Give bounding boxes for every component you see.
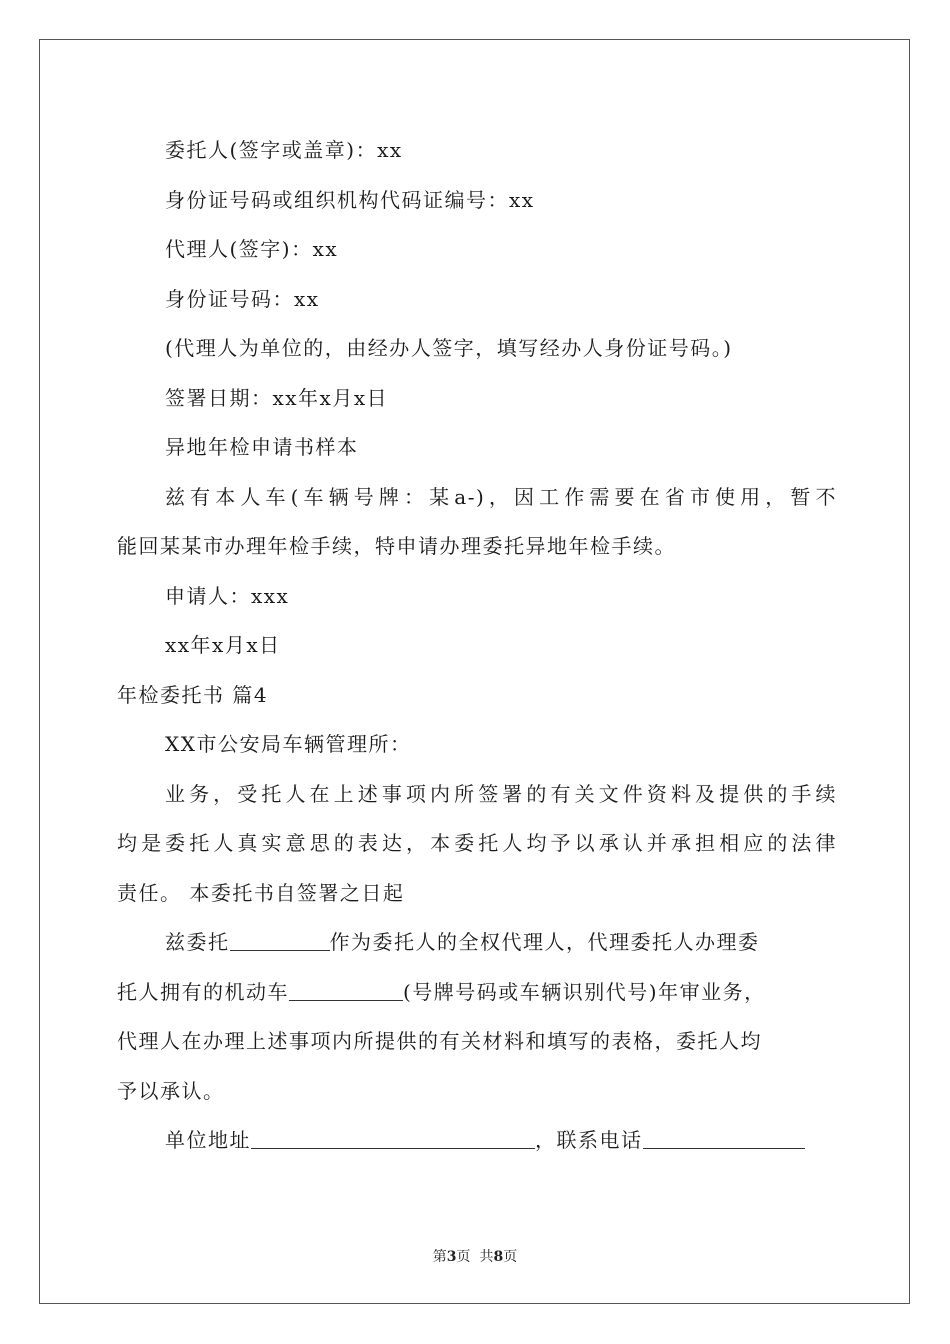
vehicle-line [117, 968, 837, 1018]
sample-title: 异地年检申请书样本 [165, 435, 359, 459]
page-number: 3 [446, 1249, 457, 1265]
entrust-suffix: 作为委托人的全权代理人，代理委托人办理委 [329, 930, 760, 954]
agent-id-line: 身份证号码：xx [165, 286, 320, 311]
sign-date-line: 签署日期：xx年x月x日 [165, 385, 389, 410]
address-label: 单位地址 [165, 1128, 251, 1152]
phone-blank[interactable] [643, 1128, 805, 1149]
page-total: 8 [493, 1249, 504, 1265]
page-label-pre: 第 [432, 1249, 447, 1265]
date-line: xx年x月x日 [165, 633, 281, 657]
addressee-line: XX市公安局车辆管理所： [165, 732, 412, 756]
page-label-mid: 页 共 [456, 1249, 494, 1265]
paragraph-line: 兹有本人车(车辆号牌：某a-)，因工作需要在省市使用，暂不 [165, 484, 837, 509]
address-blank[interactable] [251, 1128, 535, 1149]
applicant-line: 申请人：xxx [165, 583, 290, 608]
vehicle-plate-blank[interactable] [289, 980, 403, 1001]
principal-signature-line: 委托人(签字或盖章)：xx [165, 138, 403, 162]
paragraph-line: 业务，受托人在上述事项内所签署的有关文件资料及提供的手续 [165, 781, 837, 806]
entrust-line [117, 918, 837, 968]
paragraph-line: 责任。 本委托书自签署之日起 [117, 880, 405, 905]
agent-name-blank[interactable] [230, 930, 330, 951]
document-body [117, 126, 837, 1166]
id-number-line: 身份证号码或组织机构代码证编号：xx [165, 187, 535, 212]
paragraph-line: 代理人在办理上述事项内所提供的有关材料和填写的表格，委托人均 [117, 1029, 762, 1053]
paragraph-line: 均是委托人真实意思的表达，本委托人均予以承认并承担相应的法律 [117, 831, 837, 855]
agent-signature-line: 代理人(签字)：xx [165, 237, 339, 261]
paragraph-line: 能回某某市办理年检手续，特申请办理委托异地年检手续。 [117, 534, 676, 558]
page-label-post: 页 [503, 1249, 518, 1265]
vehicle-prefix: 托人拥有的机动车 [117, 979, 289, 1004]
address-phone-line [117, 1116, 837, 1166]
entrust-prefix: 兹委托 [165, 930, 230, 954]
paragraph-line: 予以承认。 [117, 1078, 225, 1103]
agent-note-line: (代理人为单位的，由经办人签字，填写经办人身份证号码。) [165, 336, 733, 360]
page-footer [0, 1246, 950, 1266]
section-heading: 年检委托书 篇4 [117, 682, 269, 707]
phone-label: ，联系电话 [535, 1128, 643, 1152]
vehicle-suffix: (号牌号码或车辆识别代号)年审业务， [403, 979, 766, 1004]
